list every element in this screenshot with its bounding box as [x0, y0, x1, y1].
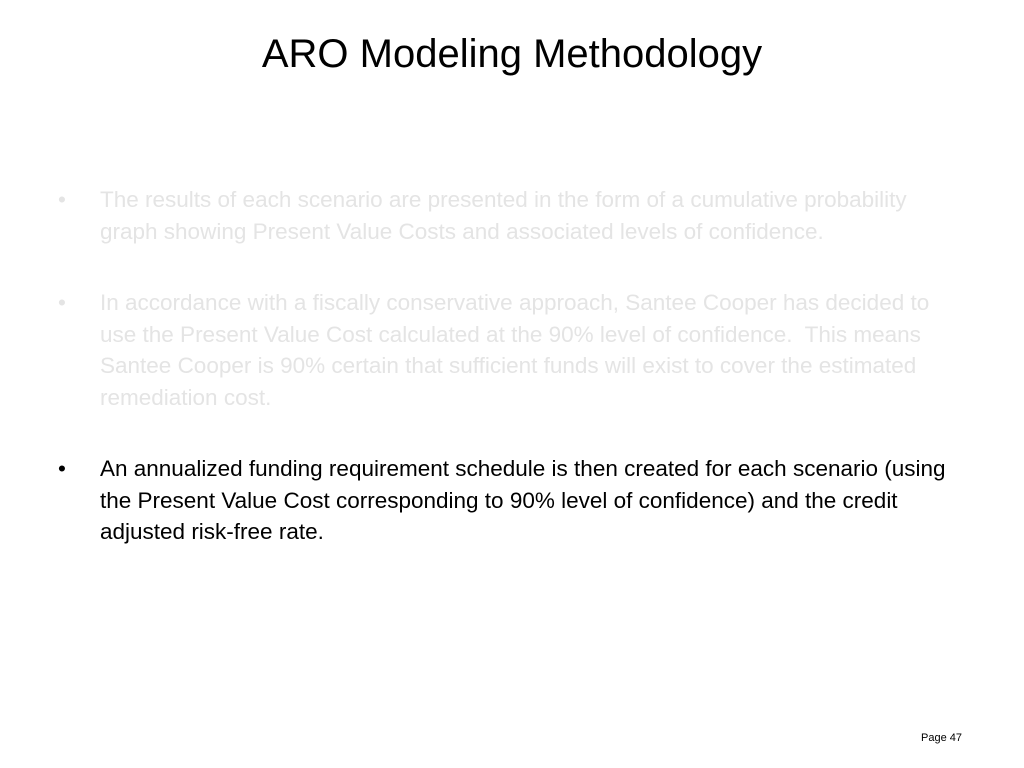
- bullet-item-funding-schedule: [58, 453, 958, 548]
- bullet-marker: •: [58, 290, 66, 315]
- bullet-text: The results of each scenario are presented in the form of a cumulative probability graph showing Present Value Costs and associated levels of confidence.: [100, 187, 907, 244]
- bullet-marker: •: [58, 456, 66, 481]
- bullet-text: An annualized funding requirement schedule is then created for each scenario (using the Present Value Cost corresponding to 90% level of confidence) and the credit adjusted risk-free rate.: [100, 456, 946, 544]
- bullet-item-results: [58, 184, 958, 247]
- page-number: Page 47: [921, 732, 962, 744]
- bullet-list: [58, 184, 958, 588]
- bullet-item-conservative-approach: [58, 287, 958, 413]
- bullet-text: In accordance with a fiscally conservative approach, Santee Cooper has decided to use the Present Value Cost calculated at the 90% level of confidence. This means Santee Cooper is 90% certain that sufficient funds will exist to cover the estimated remediation cost.: [100, 290, 936, 410]
- bullet-marker: •: [58, 187, 66, 212]
- slide-title: ARO Modeling Methodology: [261, 32, 763, 76]
